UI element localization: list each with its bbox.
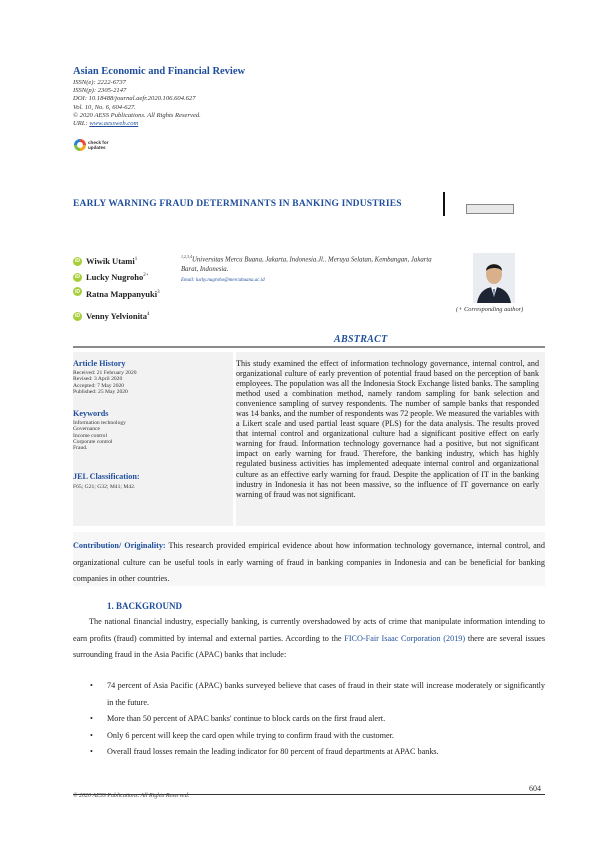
copyright-line: © 2020 AESS Publications. All Rights Reserved. xyxy=(73,111,201,119)
check-updates-label: check for updates xyxy=(88,140,109,150)
section-heading: 1. BACKGROUND xyxy=(107,601,183,611)
author-2 xyxy=(73,272,149,282)
journal-url-link[interactable]: www.aessweb.com xyxy=(89,120,139,128)
author-1 xyxy=(73,256,137,266)
keyword: Corporate control xyxy=(73,438,113,445)
abstract-rule xyxy=(73,346,545,348)
author-name: Lucky Nugroho$^{2+}$ xyxy=(86,272,149,282)
author-name: Wiwik Utami$^1$ xyxy=(86,256,138,266)
paper-title: EARLY WARNING FRAUD DETERMINANTS IN BANKING INDUSTRIES xyxy=(73,199,402,209)
keyword: Income control xyxy=(73,432,108,439)
orcid-icon[interactable]: iD xyxy=(75,313,80,319)
corresponding-author-note: (+ Corresponding author) xyxy=(456,306,524,313)
author-name: Venny Yelvionita$^4$ xyxy=(86,311,150,321)
volume: Vol. 10, No. 6, 604-627. xyxy=(73,103,136,111)
orcid-icon[interactable]: iD xyxy=(75,258,80,264)
journal-title: Asian Economic and Financial Review xyxy=(73,66,246,77)
issn-e: ISSN(e): 2222-6737 xyxy=(73,79,126,86)
page-number: 604 xyxy=(529,784,541,793)
doi: DOI: 10.18488/journal.aefr.2020.106.604.627 xyxy=(73,95,196,103)
orcid-icon[interactable]: iD xyxy=(75,288,80,295)
orcid-icon[interactable]: iD xyxy=(75,274,80,280)
author-4 xyxy=(73,311,150,321)
bullet-list xyxy=(90,678,545,761)
background-paragraph: The national financial industry, especially banking, is currently overshadowed by acts of crime that manipulate information intending to earn profits (fraud) committed by internal and external parties. According to the FICO-Fair Isaac Corporation (2019) there are several issues surrounding fraud in the Asia Pacific (APAC) banks that include: xyxy=(73,617,546,659)
affiliation-email[interactable]: Email: lucky.nugroho@mercubuana.ac.id xyxy=(181,278,265,283)
bullet-icon: • xyxy=(90,681,93,690)
url-line xyxy=(73,120,201,128)
title-divider xyxy=(443,192,445,216)
citation-link[interactable]: FICO-Fair Isaac Corporation (2019) xyxy=(344,633,466,643)
journal-meta xyxy=(73,79,201,128)
author-photo xyxy=(473,253,515,303)
list-item: • Only 6 percent will keep the card open while trying to confirm fraud with the customer. xyxy=(93,728,545,745)
list-item: • 74 percent of Asia Pacific (APAC) banks surveyed believe that cases of fraud in their state will increase moderately or significantly in the future. xyxy=(93,678,545,711)
article-history-heading: Article History xyxy=(73,359,126,368)
abstract-text: This study examined the effect of information technology governance, internal control, and organizational culture of early prevention of potential fraud based on the perception of bank employees. The population was all the Indonesia Stock Exchange listed banks. The sampling method used a combination method, namely random sampling for bank selection and convenience sampling of survey respondents. The number of sample banks that responded was 14 banks, and the number of respondents was 72 people. We measured the variables with a Likert scale and used partial least square (PLS) for the data analysis. The results proved that internal control and organizational culture had a significant positive effect on early warning for fraud. Information technology governance had a positive, but not significant impact on early warning for fraud. Therefore, the banking industry, which has highly regulated business activities has implemented adequate internal control and organizational culture as an effective early warning for fraud. Despite the application of IT in the banking industry in Indonesia it has not been massive, so the influence of IT governance on early warning of fraud was not significant. xyxy=(236,359,539,499)
journal-logo xyxy=(466,204,514,214)
article-history-list xyxy=(73,370,137,395)
keyword: Information technology xyxy=(73,420,126,426)
keywords-list xyxy=(73,420,126,451)
url-label: URL: xyxy=(73,120,90,128)
keyword: Fraud. xyxy=(73,445,88,452)
check-updates-icon xyxy=(74,139,86,151)
author-3 xyxy=(73,287,173,300)
contribution-label: Contribution/ Originality: xyxy=(73,541,166,550)
history-published: Published: 25 May 2020 xyxy=(73,388,128,395)
keywords-heading: Keywords xyxy=(73,409,109,418)
abstract-heading: ABSTRACT xyxy=(334,334,388,345)
list-item: • More than 50 percent of APAC banks' continue to block cards on the first fraud alert. xyxy=(93,711,545,728)
jel-codes: F65; G21; G32; M41; M42. xyxy=(73,484,136,490)
list-item: • Overall fraud losses remain the leading indicator for 80 percent of fraud departments at APAC banks. xyxy=(93,744,545,761)
check-for-updates-badge[interactable] xyxy=(74,138,114,152)
history-received: Received: 21 February 2020 xyxy=(73,370,137,376)
history-accepted: Accepted: 7 May 2020 xyxy=(73,382,125,389)
issn-p: ISSN(p): 2305-2147 xyxy=(73,87,127,95)
author-name: Ratna Mappanyuki$^3$ xyxy=(86,288,160,299)
jel-heading: JEL Classification: xyxy=(73,472,140,481)
history-revised: Revised: 3 April 2020 xyxy=(73,376,123,383)
contribution-text: Contribution/ Originality: This research provided empirical evidence about how information technology governance, internal control, and organizational culture can be useful tools in early warning of fraud in banking companies in Indonesia and can be beneficial for banking companies in other countries. xyxy=(73,541,545,583)
affiliation: $^{1,2,3,4}$Universitas Mercu Buana, Jakarta, Indonesia.Jl.. Meruya Selatan, Kembangan, Jakarta Barat, Indonesia. xyxy=(181,254,432,273)
bullet-icon: • xyxy=(90,730,93,740)
bullet-icon: • xyxy=(90,747,93,756)
keyword: Governance xyxy=(73,426,101,433)
bullet-icon: • xyxy=(90,714,93,723)
footer-copyright: © 2020 AESS Publications. All Rights Reserved. xyxy=(73,793,190,799)
